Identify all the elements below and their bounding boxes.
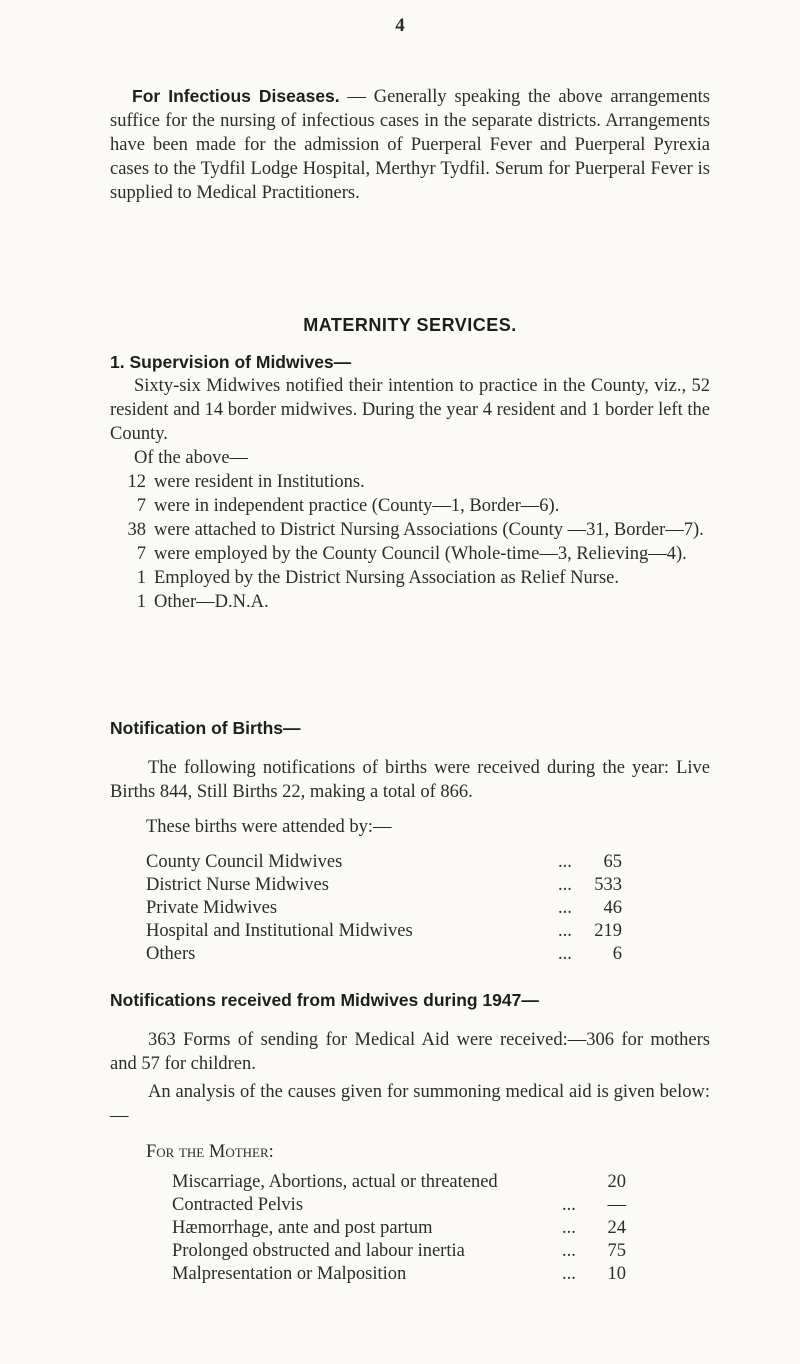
midwives-list [112,470,710,614]
for-the-mother-heading: For the Mother: [146,1142,274,1162]
list-item: 7 were in independent practice (County—1, Border—6). [136,496,560,516]
list-item: 7 were employed by the County Council (Whole-time—3, Relieving—4). [136,544,687,564]
notifications-text-2: An analysis of the causes given for summoning medical aid is given below:— [110,1082,710,1126]
table-row: Contracted Pelvis ... — [172,1195,626,1215]
supervision-heading: 1. Supervision of Midwives— [110,352,352,372]
births-attended-intro: These births were attended by:— [146,817,392,837]
table-row: Malpresentation or Malposition ... 10 [172,1264,626,1284]
list-item: 38 were attached to District Nursing Associations (County —31, Border—7). [127,520,704,540]
mother-causes-table [172,1170,626,1285]
list-item: 12 were resident in Institutions. [127,472,365,492]
infectious-diseases-text: — Generally speaking the above arrangements suffice for the nursing of infectious cases in the separate districts. Arrangements have been made for the admission of Puerperal Fever and Puerperal Pyrexia cases to the Tydfil Lodge Hospital, Merthyr Tydfil. Serum for Puerperal Fever is supplied to Medical Practitioners. [110,87,710,203]
table-row: Hospital and Institutional Midwives ... 219 [146,921,622,941]
births-heading: Notification of Births— [110,718,301,738]
table-row: District Nurse Midwives ... 533 [146,875,622,895]
table-row: Prolonged obstructed and labour inertia ... 75 [172,1241,626,1261]
infectious-diseases-paragraph [110,84,710,205]
page-number: 4 [395,15,405,36]
births-attended-table [146,850,622,965]
notifications-text-1: 363 Forms of sending for Medical Aid were received:—306 for mothers and 57 for children. [110,1030,710,1074]
table-row: County Council Midwives ... 65 [146,852,622,872]
table-row: Private Midwives ... 46 [146,898,622,918]
supervision-intro: Sixty-six Midwives notified their intention to practice in the County, viz., 52 resident and 14 border midwives. During the year 4 resident and 1 border left the County. [110,376,710,444]
table-row: Hæmorrhage, ante and post partum ... 24 [172,1218,626,1238]
maternity-services-title: MATERNITY SERVICES. [303,315,517,335]
list-item: 1 Other—D.N.A. [136,592,269,612]
table-row: Others ... 6 [146,944,622,964]
of-the-above-label: Of the above— [134,448,249,468]
infectious-diseases-heading: For Infectious Diseases. [132,86,340,106]
births-text: The following notifications of births were received during the year: Live Births 844, Still Births 22, making a total of 866. [110,758,710,802]
list-item: 1 Employed by the District Nursing Association as Relief Nurse. [136,568,619,588]
notifications-heading: Notifications received from Midwives during 1947— [110,990,539,1010]
table-row: Miscarriage, Abortions, actual or threatened 20 [172,1172,626,1192]
